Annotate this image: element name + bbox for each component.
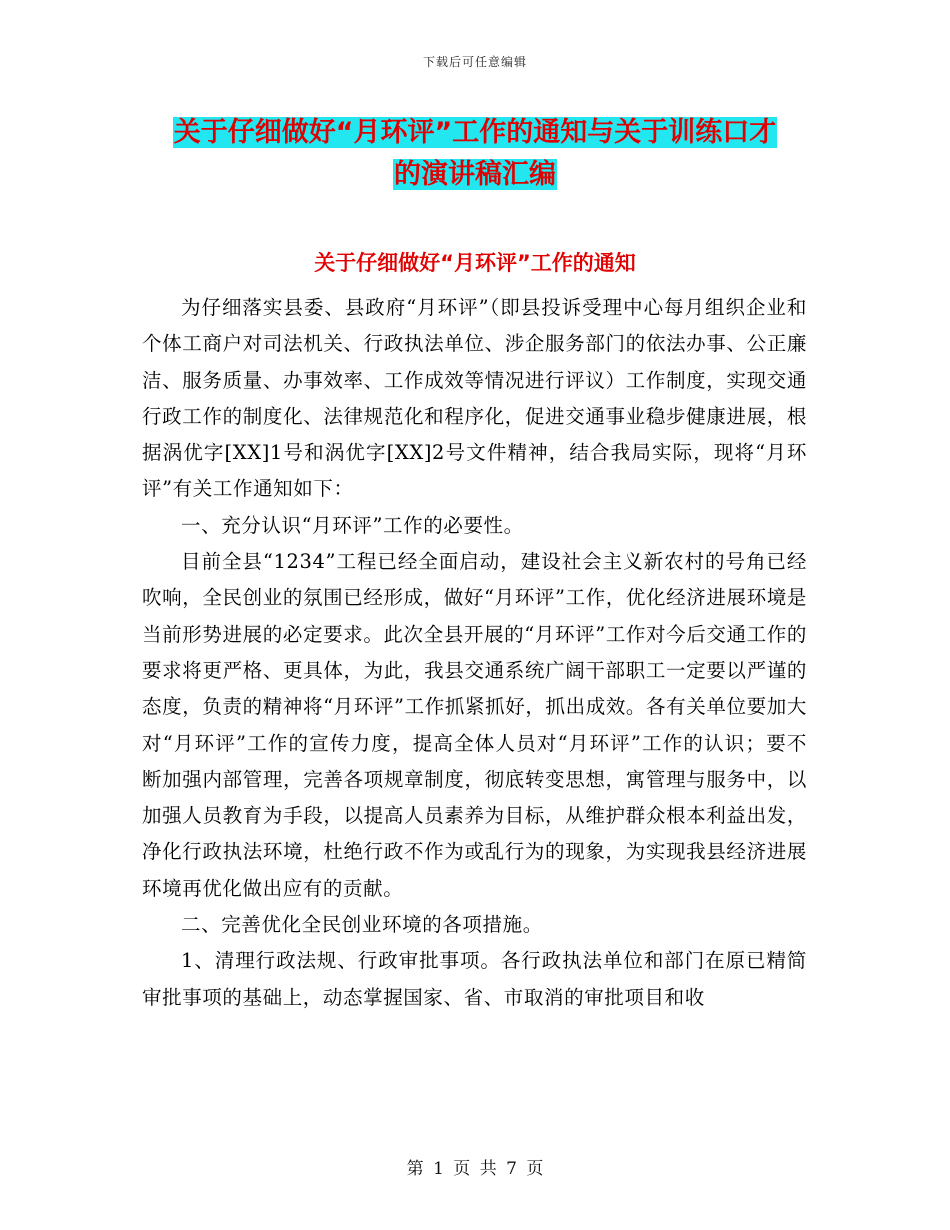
paragraph: 目前全县“1234”工程已经全面启动，建设社会主义新农村的号角已经吹响，全民创业的氛围已经形成，做好“月环评”工作，优化经济进展环境是当前形势进展的必定要求。此次全县开展的“月环评”工作对今后交通工作的要求将更严格、更具体，为此，我县交通系统广阔干部职工一定要以严谨的态度，负责的精神将“月环评”工作抓紧抓好，抓出成效。各有关单位要加大对“月环评”工作的宣传力度，提高全体人员对“月环评”工作的认识；要不断加强内部管理，完善各项规章制度，彻底转变思想，寓管理与服务中，以加强人员教育为手段，以提高人员素养为目标，从维护群众根本利益出发，净化行政执法环境，杜绝行政不作为或乱行为的现象，为实现我县经济进展环境再优化做出应有的贡献。 [142,550,807,900]
title-highlight-1: 关于仔细做好“月环评”工作的通知与关于训练口才 [173,117,777,148]
section-title: 关于仔细做好“月环评”工作的通知 [314,251,636,275]
paragraph: 1、清理行政法规、行政审批事项。各行政执法单位和部门在原已精简审批事项的基础上，动态掌握国家、省、市取消的审批项目和收 [142,949,807,1009]
paragraph: 一、充分认识“月环评”工作的必要性。 [181,513,524,537]
document-title-line-1 [0,112,950,154]
document-body [142,290,807,1016]
paragraph: 为仔细落实县委、县政府“月环评”（即县投诉受理中心每月组织企业和个体工商户对司法机关、行政执法单位、涉企服务部门的依法办事、公正廉洁、服务质量、办事效率、工作成效等情况进行评议）工作制度，实现交通行政工作的制度化、法律规范化和程序化，促进交通事业稳步健康进展，根据涡优字[XX]1号和涡优字[XX]2号文件精神，结合我局实际，现将“月环评”有关工作通知如下： [142,296,807,501]
page-header-note: 下载后可任意编辑 [422,55,527,69]
paragraph: 二、完善优化全民创业环境的各项措施。 [181,913,543,937]
document-title-line-2 [0,154,950,196]
title-highlight-2: 的演讲稿汇编 [394,159,556,190]
page-number-footer: 第 1 页 共 7 页 [406,1159,544,1179]
